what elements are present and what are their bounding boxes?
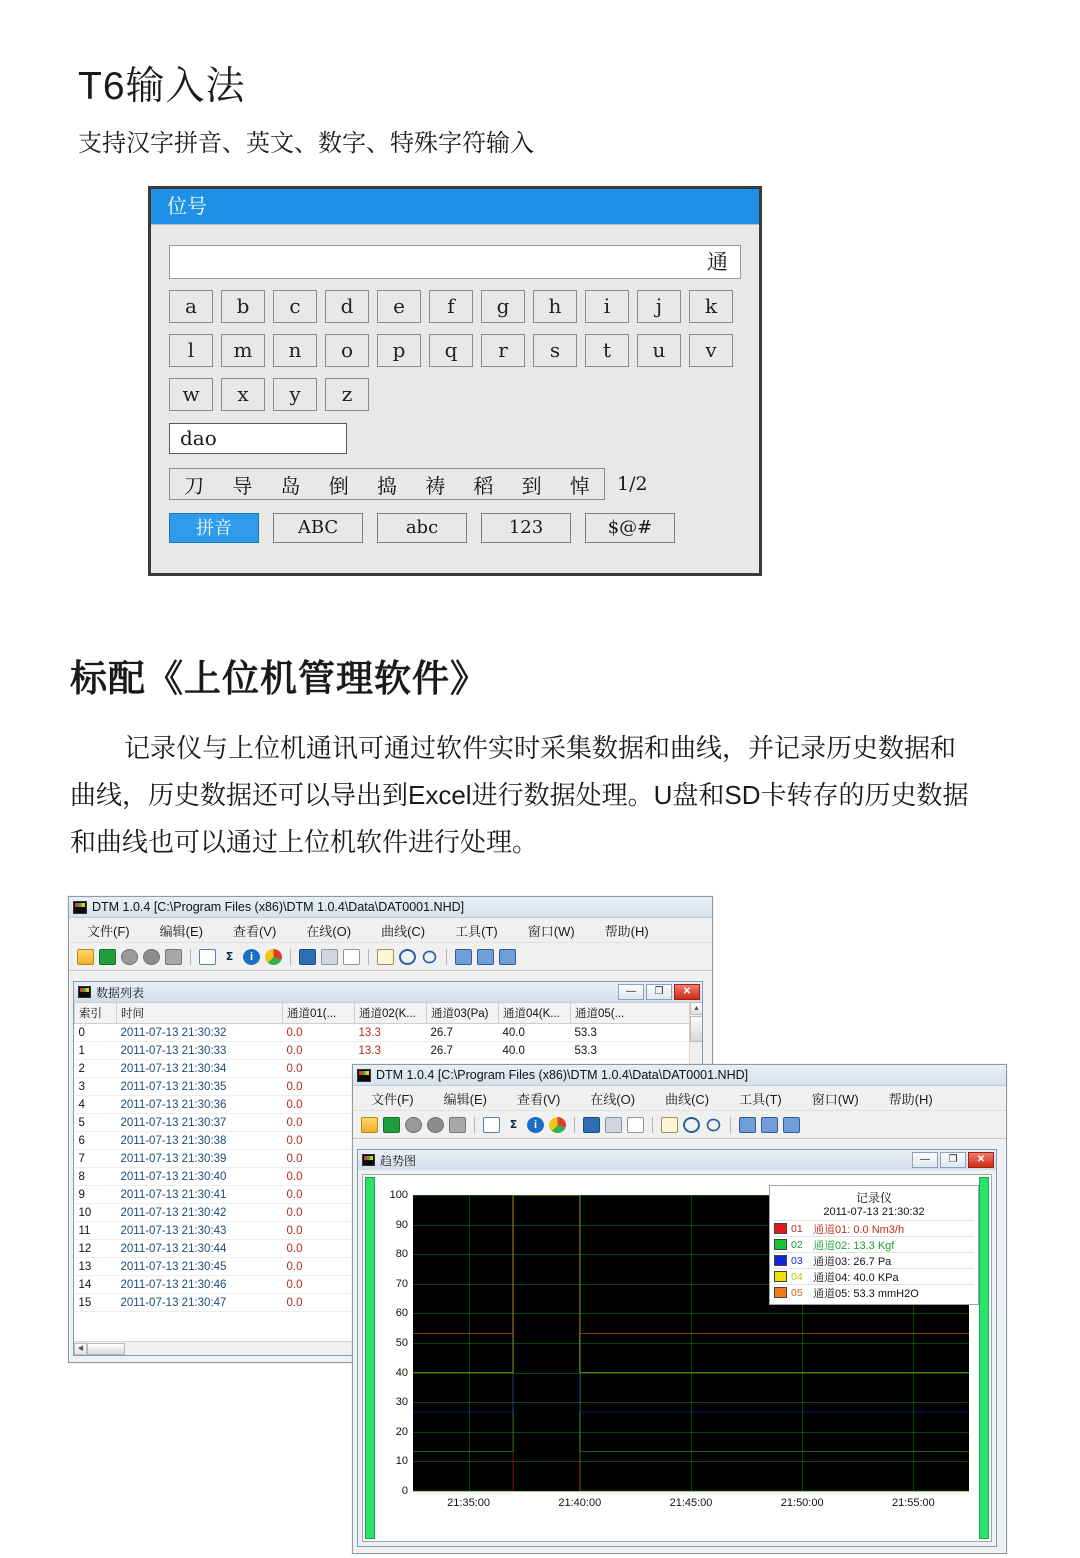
trend-minimize-button[interactable]: —	[912, 1152, 938, 1168]
app-icon	[73, 901, 87, 914]
table-cell: 13.3	[355, 1042, 427, 1060]
print-preview-icon-2[interactable]	[627, 1117, 644, 1133]
table-cell: 0	[75, 1024, 117, 1042]
scroll-left-arrow[interactable]: ◀	[74, 1343, 87, 1355]
legend-swatch-ch04	[774, 1271, 787, 1282]
chart-right-band	[979, 1177, 989, 1539]
legend-swatch-ch05	[774, 1287, 787, 1298]
menu-view[interactable]: 查看(V)	[232, 923, 277, 939]
key-b[interactable]: b	[221, 290, 265, 323]
chart-left-band	[365, 1177, 375, 1539]
table-cell: 6	[75, 1132, 117, 1150]
table-cell: 40.0	[499, 1042, 571, 1060]
key-z[interactable]: z	[325, 378, 369, 411]
table-cell: 2011-07-13 21:30:43	[117, 1222, 283, 1240]
menu-window[interactable]: 窗口(W)	[527, 923, 575, 939]
table-cell: 26.7	[427, 1024, 499, 1042]
table-cell: 40.0	[499, 1024, 571, 1042]
trend-window	[357, 1149, 997, 1547]
x-axis-tick: 21:40:00	[558, 1497, 602, 1509]
legend-row[interactable]	[774, 1236, 974, 1252]
col-time[interactable]: 时间	[117, 1003, 283, 1024]
scroll-thumb[interactable]	[690, 1016, 702, 1042]
table-cell: 9	[75, 1186, 117, 1204]
table-cell: 0.0	[283, 1168, 355, 1186]
info-icon-2[interactable]: i	[527, 1117, 544, 1133]
table-cell: 3	[75, 1078, 117, 1096]
table-row[interactable]	[75, 1024, 702, 1042]
table-cell: 26.7	[427, 1042, 499, 1060]
table-cell: 53.3	[571, 1042, 702, 1060]
key-s[interactable]: s	[533, 334, 577, 367]
key-g[interactable]: g	[481, 290, 525, 323]
menu-help[interactable]: 帮助(H)	[604, 923, 649, 939]
legend-id-ch04: 04	[791, 1270, 803, 1283]
trend-close-button[interactable]: ✕	[968, 1152, 994, 1168]
close-button[interactable]: ✕	[674, 984, 700, 1000]
section2-title: 标配《上位机管理软件》	[70, 658, 488, 699]
menu-curve[interactable]: 曲线(C)	[381, 923, 426, 939]
print-icon-2[interactable]	[605, 1117, 622, 1133]
table-cell: 0.0	[283, 1060, 355, 1078]
square-gray-icon-2[interactable]	[449, 1117, 466, 1133]
table-cell: 0.0	[283, 1240, 355, 1258]
grid-icon[interactable]	[199, 949, 216, 965]
ime-display-field[interactable]: 通	[169, 245, 741, 279]
minimize-button[interactable]: —	[618, 984, 644, 1000]
key-u[interactable]: u	[637, 334, 681, 367]
legend-text-ch04: 通道04: 40.0 KPa	[813, 1271, 899, 1284]
table-cell: 0.0	[283, 1204, 355, 1222]
legend-swatch-ch01	[774, 1223, 787, 1234]
legend-title: 记录仪	[855, 1191, 892, 1205]
mode-abc-upper-button[interactable]: ABC	[273, 513, 363, 543]
table-cell: 2011-07-13 21:30:38	[117, 1132, 283, 1150]
keyboard-row-3	[165, 378, 745, 411]
table-cell: 0.0	[283, 1078, 355, 1096]
trend-maximize-button[interactable]: ❐	[940, 1152, 966, 1168]
key-o[interactable]: o	[325, 334, 369, 367]
key-c[interactable]: c	[273, 290, 317, 323]
table-cell: 1	[75, 1042, 117, 1060]
table-cell: 7	[75, 1150, 117, 1168]
open-folder-icon[interactable]	[77, 949, 94, 965]
legend-row[interactable]	[774, 1284, 974, 1300]
table-cell: 2011-07-13 21:30:42	[117, 1204, 283, 1222]
y-axis-tick: 70	[395, 1277, 408, 1290]
copy-icon[interactable]	[377, 949, 394, 965]
key-h[interactable]: h	[533, 290, 577, 323]
toolbar-separator-2	[290, 949, 291, 965]
tool-bar	[69, 943, 712, 971]
x-axis-tick: 21:35:00	[447, 1497, 491, 1509]
table-cell: 0.0	[283, 1186, 355, 1204]
mode-numeric-button[interactable]: 123	[481, 513, 571, 543]
window-title: DTM 1.0.4 [C:\Program Files (x86)\DTM 1.0.4\Data\DAT0001.NHD]	[92, 900, 465, 914]
legend-id-ch05: 05	[791, 1286, 803, 1299]
menu-online[interactable]: 在线(O)	[306, 923, 352, 939]
y-axis-tick: 20	[395, 1425, 408, 1438]
key-k[interactable]: k	[689, 290, 733, 323]
tile-horizontal-icon-2[interactable]	[761, 1117, 778, 1133]
trend-chart	[362, 1174, 992, 1542]
menu-edit-2[interactable]: 编辑(E)	[443, 1091, 487, 1107]
ime-dialog	[148, 186, 762, 576]
table-cell: 5	[75, 1114, 117, 1132]
circle-gray2-icon[interactable]	[143, 949, 160, 965]
pinyin-input[interactable]: dao	[169, 423, 347, 454]
menu-window-2[interactable]: 窗口(W)	[811, 1091, 859, 1107]
table-cell: 2011-07-13 21:30:36	[117, 1096, 283, 1114]
legend-row[interactable]	[774, 1220, 974, 1236]
gridline-vertical	[469, 1195, 470, 1491]
dtm-window-trend	[352, 1064, 1007, 1554]
y-axis-tick: 10	[395, 1455, 408, 1468]
page-title: T6输入法	[78, 65, 246, 108]
table-cell: 10	[75, 1204, 117, 1222]
table-cell: 13.3	[355, 1024, 427, 1042]
app-icon-2	[357, 1069, 371, 1082]
toolbar-separator-7	[652, 1117, 653, 1133]
x-axis-tick: 21:55:00	[891, 1497, 935, 1509]
keyboard-row-1	[165, 290, 745, 323]
menu-file-2[interactable]: 文件(F)	[371, 1091, 414, 1107]
key-w[interactable]: w	[169, 378, 213, 411]
legend-text-ch02: 通道02: 13.3 Kgf	[813, 1239, 895, 1252]
key-r[interactable]: r	[481, 334, 525, 367]
section2-paragraph: 记录仪与上位机通讯可通过软件实时采集数据和曲线，并记录历史数据和曲线，历史数据还可以导出到Excel进行数据处理。U盘和SD卡转存的历史数据和曲线也可以通过上位机软件进行处理。	[70, 733, 969, 857]
menu-view-2[interactable]: 查看(V)	[516, 1091, 561, 1107]
chart-green-icon[interactable]	[99, 949, 116, 965]
legend-swatch-ch03	[774, 1255, 787, 1266]
table-cell: 4	[75, 1096, 117, 1114]
table-cell: 2011-07-13 21:30:41	[117, 1186, 283, 1204]
key-d[interactable]: d	[325, 290, 369, 323]
table-cell: 2	[75, 1060, 117, 1078]
candidate-list	[169, 468, 605, 500]
candidate-5[interactable]: 捣	[376, 475, 397, 498]
scroll-up-arrow[interactable]: ▲	[690, 1002, 702, 1015]
trend-title: 趋势图	[380, 1153, 417, 1168]
chart-green-icon-2[interactable]	[383, 1117, 400, 1133]
toolbar-separator-5	[474, 1117, 475, 1133]
col-index[interactable]: 索引	[75, 1003, 117, 1024]
x-axis-tick: 21:45:00	[669, 1497, 713, 1509]
sigma-icon[interactable]: Σ	[225, 949, 234, 963]
gridline-horizontal	[413, 1491, 969, 1492]
table-cell: 0.0	[283, 1294, 355, 1312]
menu-bar-2	[353, 1086, 1006, 1111]
data-list-title-bar[interactable]	[74, 982, 702, 1002]
y-axis-tick: 80	[395, 1248, 408, 1261]
window-title-bar-2[interactable]	[353, 1065, 1006, 1086]
y-axis-tick: 100	[389, 1189, 408, 1201]
open-folder-icon-2[interactable]	[361, 1117, 378, 1133]
circle-gray2-icon-2[interactable]	[427, 1117, 444, 1133]
candidate-6[interactable]: 祷	[425, 475, 446, 498]
mode-pinyin-button[interactable]: 拼音	[169, 513, 259, 543]
table-cell: 2011-07-13 21:30:44	[117, 1240, 283, 1258]
candidate-9[interactable]: 悼	[569, 475, 590, 498]
window-title-bar[interactable]	[69, 897, 712, 918]
legend-row[interactable]	[774, 1252, 974, 1268]
y-axis-tick: 50	[395, 1337, 408, 1349]
table-cell: 15	[75, 1294, 117, 1312]
legend-row[interactable]	[774, 1268, 974, 1284]
toolbar-separator-6	[574, 1117, 575, 1133]
zoom-out-icon[interactable]	[423, 950, 437, 963]
tool-bar-2	[353, 1111, 1006, 1139]
toolbar-separator-3	[368, 949, 369, 965]
table-cell: 53.3	[571, 1024, 702, 1042]
maximize-button[interactable]: ❐	[646, 984, 672, 1000]
table-cell: 0.0	[283, 1114, 355, 1132]
table-cell: 11	[75, 1222, 117, 1240]
mode-symbol-button[interactable]: $@#	[585, 513, 675, 543]
col-ch05[interactable]: 通道05(...	[571, 1003, 702, 1024]
tile-cascade-icon-2[interactable]	[783, 1117, 800, 1133]
key-q[interactable]: q	[429, 334, 473, 367]
page-subtitle: 支持汉字拼音、英文、数字、特殊字符输入	[78, 130, 534, 157]
candidate-bar	[169, 468, 741, 500]
key-m[interactable]: m	[221, 334, 265, 367]
key-n[interactable]: n	[273, 334, 317, 367]
col-ch02[interactable]: 通道02(K...	[355, 1003, 427, 1024]
col-ch01[interactable]: 通道01(...	[283, 1003, 355, 1024]
y-axis-tick: 60	[395, 1307, 408, 1320]
tile-horizontal-icon[interactable]	[477, 949, 494, 965]
h-scroll-thumb[interactable]	[87, 1343, 125, 1355]
table-cell: 2011-07-13 21:30:45	[117, 1258, 283, 1276]
table-cell: 2011-07-13 21:30:33	[117, 1042, 283, 1060]
menu-tools-2[interactable]: 工具(T)	[739, 1091, 782, 1107]
table-header-row	[75, 1003, 702, 1024]
table-cell: 2011-07-13 21:30:34	[117, 1060, 283, 1078]
col-ch04[interactable]: 通道04(K...	[499, 1003, 571, 1024]
square-gray-icon[interactable]	[165, 949, 182, 965]
legend-id-ch02: 02	[791, 1238, 803, 1251]
data-list-title: 数据列表	[96, 985, 145, 1000]
menu-online-2[interactable]: 在线(O)	[590, 1091, 636, 1107]
circle-gray-icon[interactable]	[121, 949, 138, 965]
key-e[interactable]: e	[377, 290, 421, 323]
pie-icon[interactable]	[265, 949, 282, 965]
legend-text-ch01: 通道01: 0.0 Nm3/h	[813, 1223, 905, 1236]
y-axis-tick: 0	[401, 1485, 408, 1497]
table-cell: 0.0	[283, 1258, 355, 1276]
x-axis-tick: 21:50:00	[780, 1497, 824, 1509]
y-axis-tick: 40	[395, 1366, 408, 1379]
print-icon[interactable]	[321, 949, 338, 965]
candidate-7[interactable]: 稻	[473, 475, 494, 498]
export-blue-icon[interactable]	[299, 949, 316, 965]
candidate-4[interactable]: 倒	[328, 475, 349, 498]
table-cell: 0.0	[283, 1096, 355, 1114]
data-list-caption-buttons	[618, 984, 700, 1000]
table-cell: 0.0	[283, 1276, 355, 1294]
key-p[interactable]: p	[377, 334, 421, 367]
tile-cascade-icon[interactable]	[499, 949, 516, 965]
table-row[interactable]	[75, 1042, 702, 1060]
col-ch03[interactable]: 通道03(Pa)	[427, 1003, 499, 1024]
legend-id-ch03: 03	[791, 1254, 803, 1267]
table-cell: 12	[75, 1240, 117, 1258]
candidate-8[interactable]: 到	[521, 475, 542, 498]
info-icon[interactable]: i	[243, 949, 260, 965]
table-cell: 2011-07-13 21:30:35	[117, 1078, 283, 1096]
key-l[interactable]: l	[169, 334, 213, 367]
export-blue-icon-2[interactable]	[583, 1117, 600, 1133]
legend-swatch-ch02	[774, 1239, 787, 1250]
trend-title-bar[interactable]	[358, 1150, 996, 1170]
mode-abc-lower-button[interactable]: abc	[377, 513, 467, 543]
table-cell: 2011-07-13 21:30:32	[117, 1024, 283, 1042]
chart-legend	[769, 1185, 979, 1305]
candidate-3[interactable]: 岛	[280, 475, 301, 498]
keyboard-row-2	[165, 334, 745, 367]
table-cell: 14	[75, 1276, 117, 1294]
trend-caption-buttons	[912, 1152, 994, 1168]
table-cell: 2011-07-13 21:30:46	[117, 1276, 283, 1294]
grid-icon-2[interactable]	[483, 1117, 500, 1133]
table-cell: 2011-07-13 21:30:39	[117, 1150, 283, 1168]
data-list-icon	[78, 986, 91, 998]
zoom-icon[interactable]	[399, 949, 416, 965]
tile-vertical-icon-2[interactable]	[739, 1117, 756, 1133]
menu-file[interactable]: 文件(F)	[87, 923, 130, 939]
table-cell: 0.0	[283, 1132, 355, 1150]
y-axis-tick: 30	[395, 1396, 408, 1409]
toolbar-separator-4	[446, 949, 447, 965]
candidate-1[interactable]: 刀	[184, 475, 205, 498]
table-cell: 0.0	[283, 1150, 355, 1168]
menu-help-2[interactable]: 帮助(H)	[888, 1091, 933, 1107]
gridline-vertical	[691, 1195, 692, 1491]
legend-timestamp: 2011-07-13 21:30:32	[823, 1206, 925, 1218]
zoom-icon-2[interactable]	[683, 1117, 700, 1133]
key-v[interactable]: v	[689, 334, 733, 367]
menu-edit[interactable]: 编辑(E)	[159, 923, 203, 939]
copy-icon-2[interactable]	[661, 1117, 678, 1133]
toolbar-separator-8	[730, 1117, 731, 1133]
legend-text-ch05: 通道05: 53.3 mmH2O	[813, 1287, 919, 1300]
print-preview-icon[interactable]	[343, 949, 360, 965]
legend-id-ch01: 01	[791, 1222, 803, 1235]
menu-bar	[69, 918, 712, 943]
table-cell: 8	[75, 1168, 117, 1186]
candidate-2[interactable]: 导	[232, 475, 253, 498]
input-mode-row	[169, 513, 741, 543]
y-axis-tick: 90	[395, 1218, 408, 1231]
ime-title-bar: 位号	[151, 189, 759, 225]
table-cell: 0.0	[283, 1024, 355, 1042]
table-cell: 2011-07-13 21:30:37	[117, 1114, 283, 1132]
table-cell: 2011-07-13 21:30:47	[117, 1294, 283, 1312]
table-cell: 2011-07-13 21:30:40	[117, 1168, 283, 1186]
gridline-vertical	[580, 1195, 581, 1491]
circle-gray-icon-2[interactable]	[405, 1117, 422, 1133]
key-t[interactable]: t	[585, 334, 629, 367]
pie-icon-2[interactable]	[549, 1117, 566, 1133]
tile-vertical-icon[interactable]	[455, 949, 472, 965]
key-j[interactable]: j	[637, 290, 681, 323]
key-x[interactable]: x	[221, 378, 265, 411]
table-cell: 13	[75, 1258, 117, 1276]
key-y[interactable]: y	[273, 378, 317, 411]
menu-tools[interactable]: 工具(T)	[455, 923, 498, 939]
toolbar-separator	[190, 949, 191, 965]
table-cell: 0.0	[283, 1042, 355, 1060]
candidate-page-indicator: 1/2	[617, 473, 648, 495]
table-cell: 0.0	[283, 1222, 355, 1240]
key-f[interactable]: f	[429, 290, 473, 323]
zoom-out-icon-2[interactable]	[707, 1118, 721, 1131]
legend-text-ch03: 通道03: 26.7 Pa	[813, 1255, 892, 1268]
key-i[interactable]: i	[585, 290, 629, 323]
key-a[interactable]: a	[169, 290, 213, 323]
menu-curve-2[interactable]: 曲线(C)	[665, 1091, 710, 1107]
sigma-icon-2[interactable]: Σ	[509, 1117, 518, 1131]
window-title-2: DTM 1.0.4 [C:\Program Files (x86)\DTM 1.0.4\Data\DAT0001.NHD]	[376, 1068, 749, 1082]
trend-icon	[362, 1154, 375, 1166]
